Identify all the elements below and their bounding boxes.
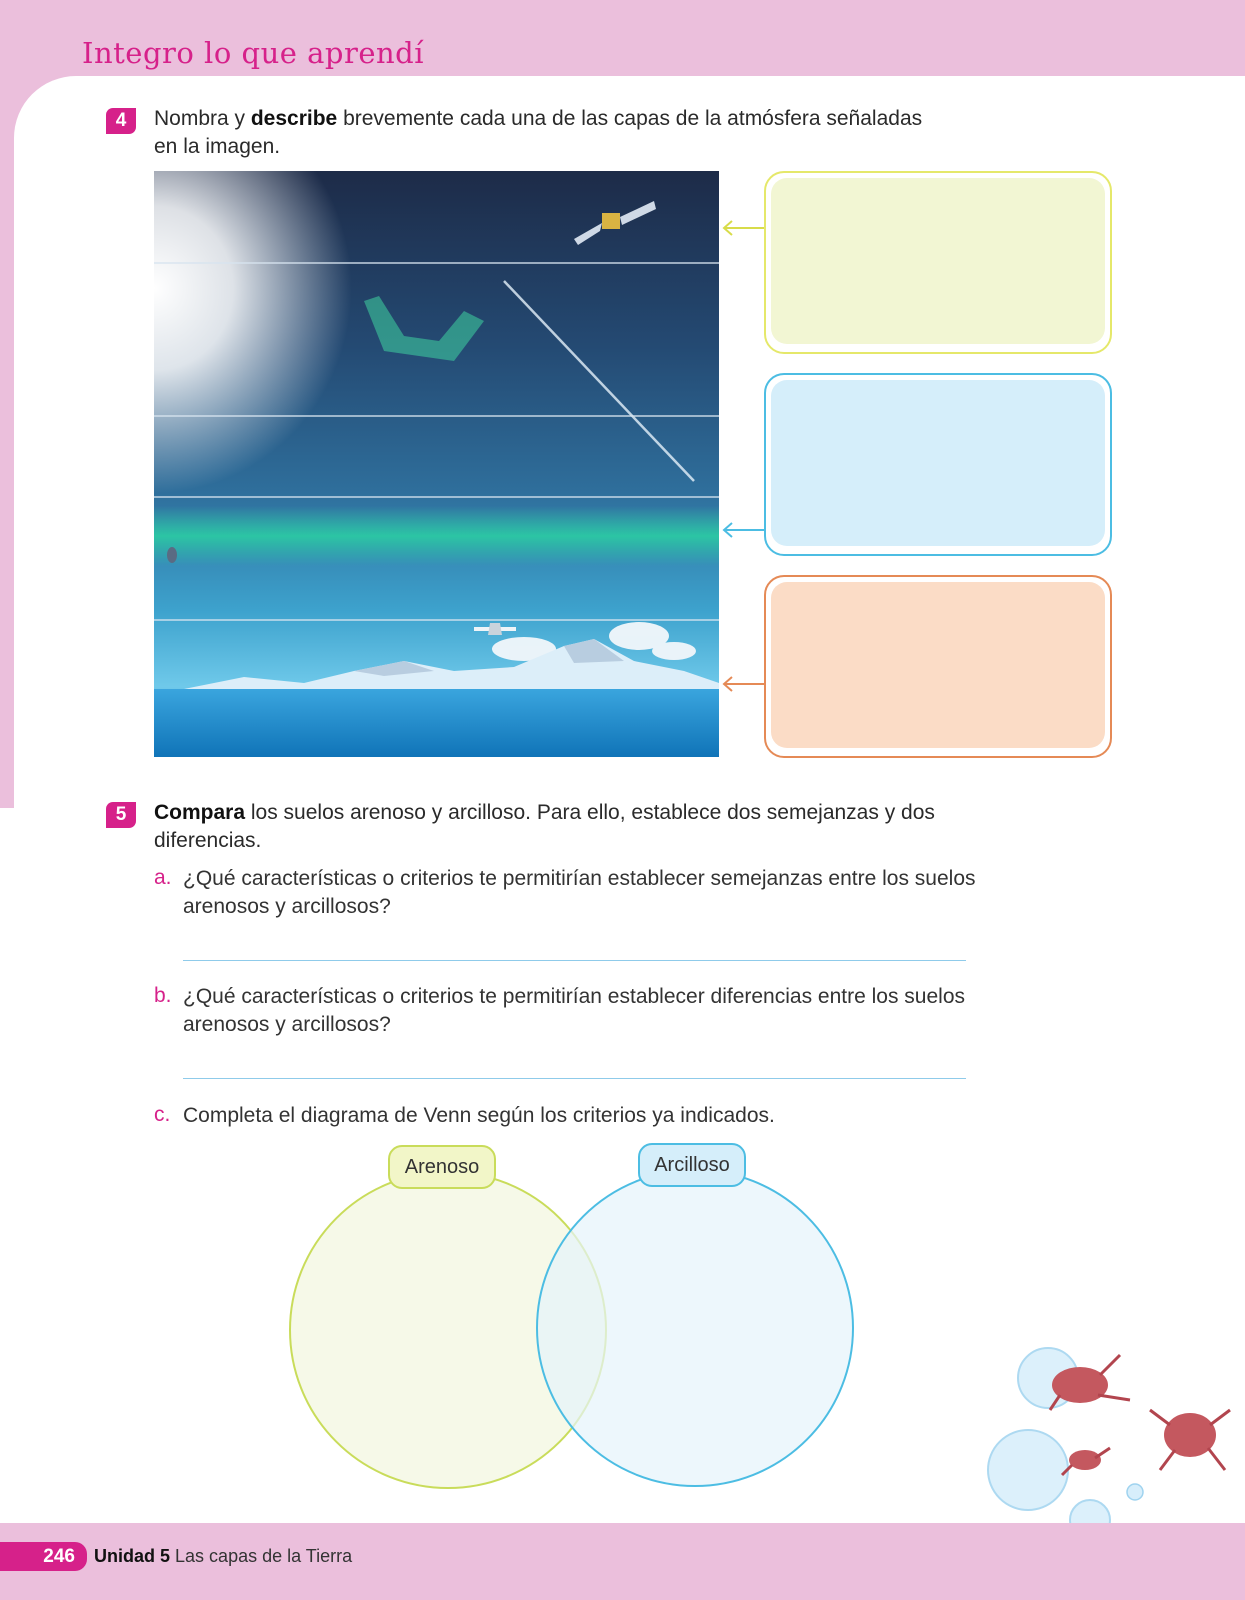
layer-answer-box-3[interactable] (764, 575, 1112, 758)
q5-text-line2: diferencias. (154, 829, 262, 852)
venn-label-arenoso: Arenoso (388, 1145, 496, 1189)
q4-keyword: describe (250, 107, 338, 130)
footer-unit: Unidad 5 (94, 1546, 171, 1566)
answer-line-b[interactable] (183, 1078, 966, 1079)
footer-unit-text (94, 1546, 352, 1567)
page-number: 246 (0, 1542, 87, 1571)
question-number-badge: 5 (106, 802, 136, 828)
arrow-left-icon (722, 220, 764, 236)
question-number-badge: 4 (106, 108, 136, 134)
subquestion-b-text (183, 983, 983, 1039)
subquestion-b-line2: arenosos y arcillosos? (183, 1013, 391, 1036)
subquestion-letter-c: c. (154, 1103, 171, 1126)
crabs-bubbles-decoration (980, 1330, 1245, 1530)
q4-text-part1: Nombra y (154, 107, 251, 130)
page-title: Integro lo que aprendí (82, 36, 425, 70)
question-5-text (154, 799, 974, 855)
subquestion-b-line1: ¿Qué características o criterios te permitirían establecer diferencias entre los suelos (183, 985, 965, 1008)
q4-text-line2: en la imagen. (154, 135, 281, 158)
answer-line-a[interactable] (183, 960, 966, 961)
arrow-left-icon (722, 676, 764, 692)
atmosphere-layers-illustration (154, 171, 719, 757)
q4-text-part2: brevemente cada una de las capas de la atmósfera señaladas (337, 107, 923, 130)
left-margin-strip (0, 76, 14, 808)
layer-answer-box-1[interactable] (764, 171, 1112, 354)
q5-text-part1: los suelos arenoso y arcilloso. Para ello, establece dos semejanzas y dos (245, 801, 935, 824)
subquestion-c-text: Completa el diagrama de Venn según los criterios ya indicados. (183, 1104, 775, 1127)
layer-answer-box-2[interactable] (764, 373, 1112, 556)
subquestion-letter-a: a. (154, 866, 172, 889)
subquestion-a-line2: arenosos y arcillosos? (183, 895, 391, 918)
arrow-left-icon (722, 522, 764, 538)
subquestion-a-text (183, 865, 983, 921)
venn-label-arcilloso: Arcilloso (638, 1143, 746, 1187)
footer-unit-title: Las capas de la Tierra (175, 1546, 353, 1566)
subquestion-a-line1: ¿Qué características o criterios te permitirían establecer semejanzas entre los suelos (183, 867, 976, 890)
q5-keyword: Compara (154, 801, 246, 824)
venn-circle-arcilloso[interactable] (537, 1170, 853, 1486)
question-4-text (154, 105, 934, 161)
venn-diagram (280, 1160, 860, 1500)
subquestion-letter-b: b. (154, 984, 172, 1007)
